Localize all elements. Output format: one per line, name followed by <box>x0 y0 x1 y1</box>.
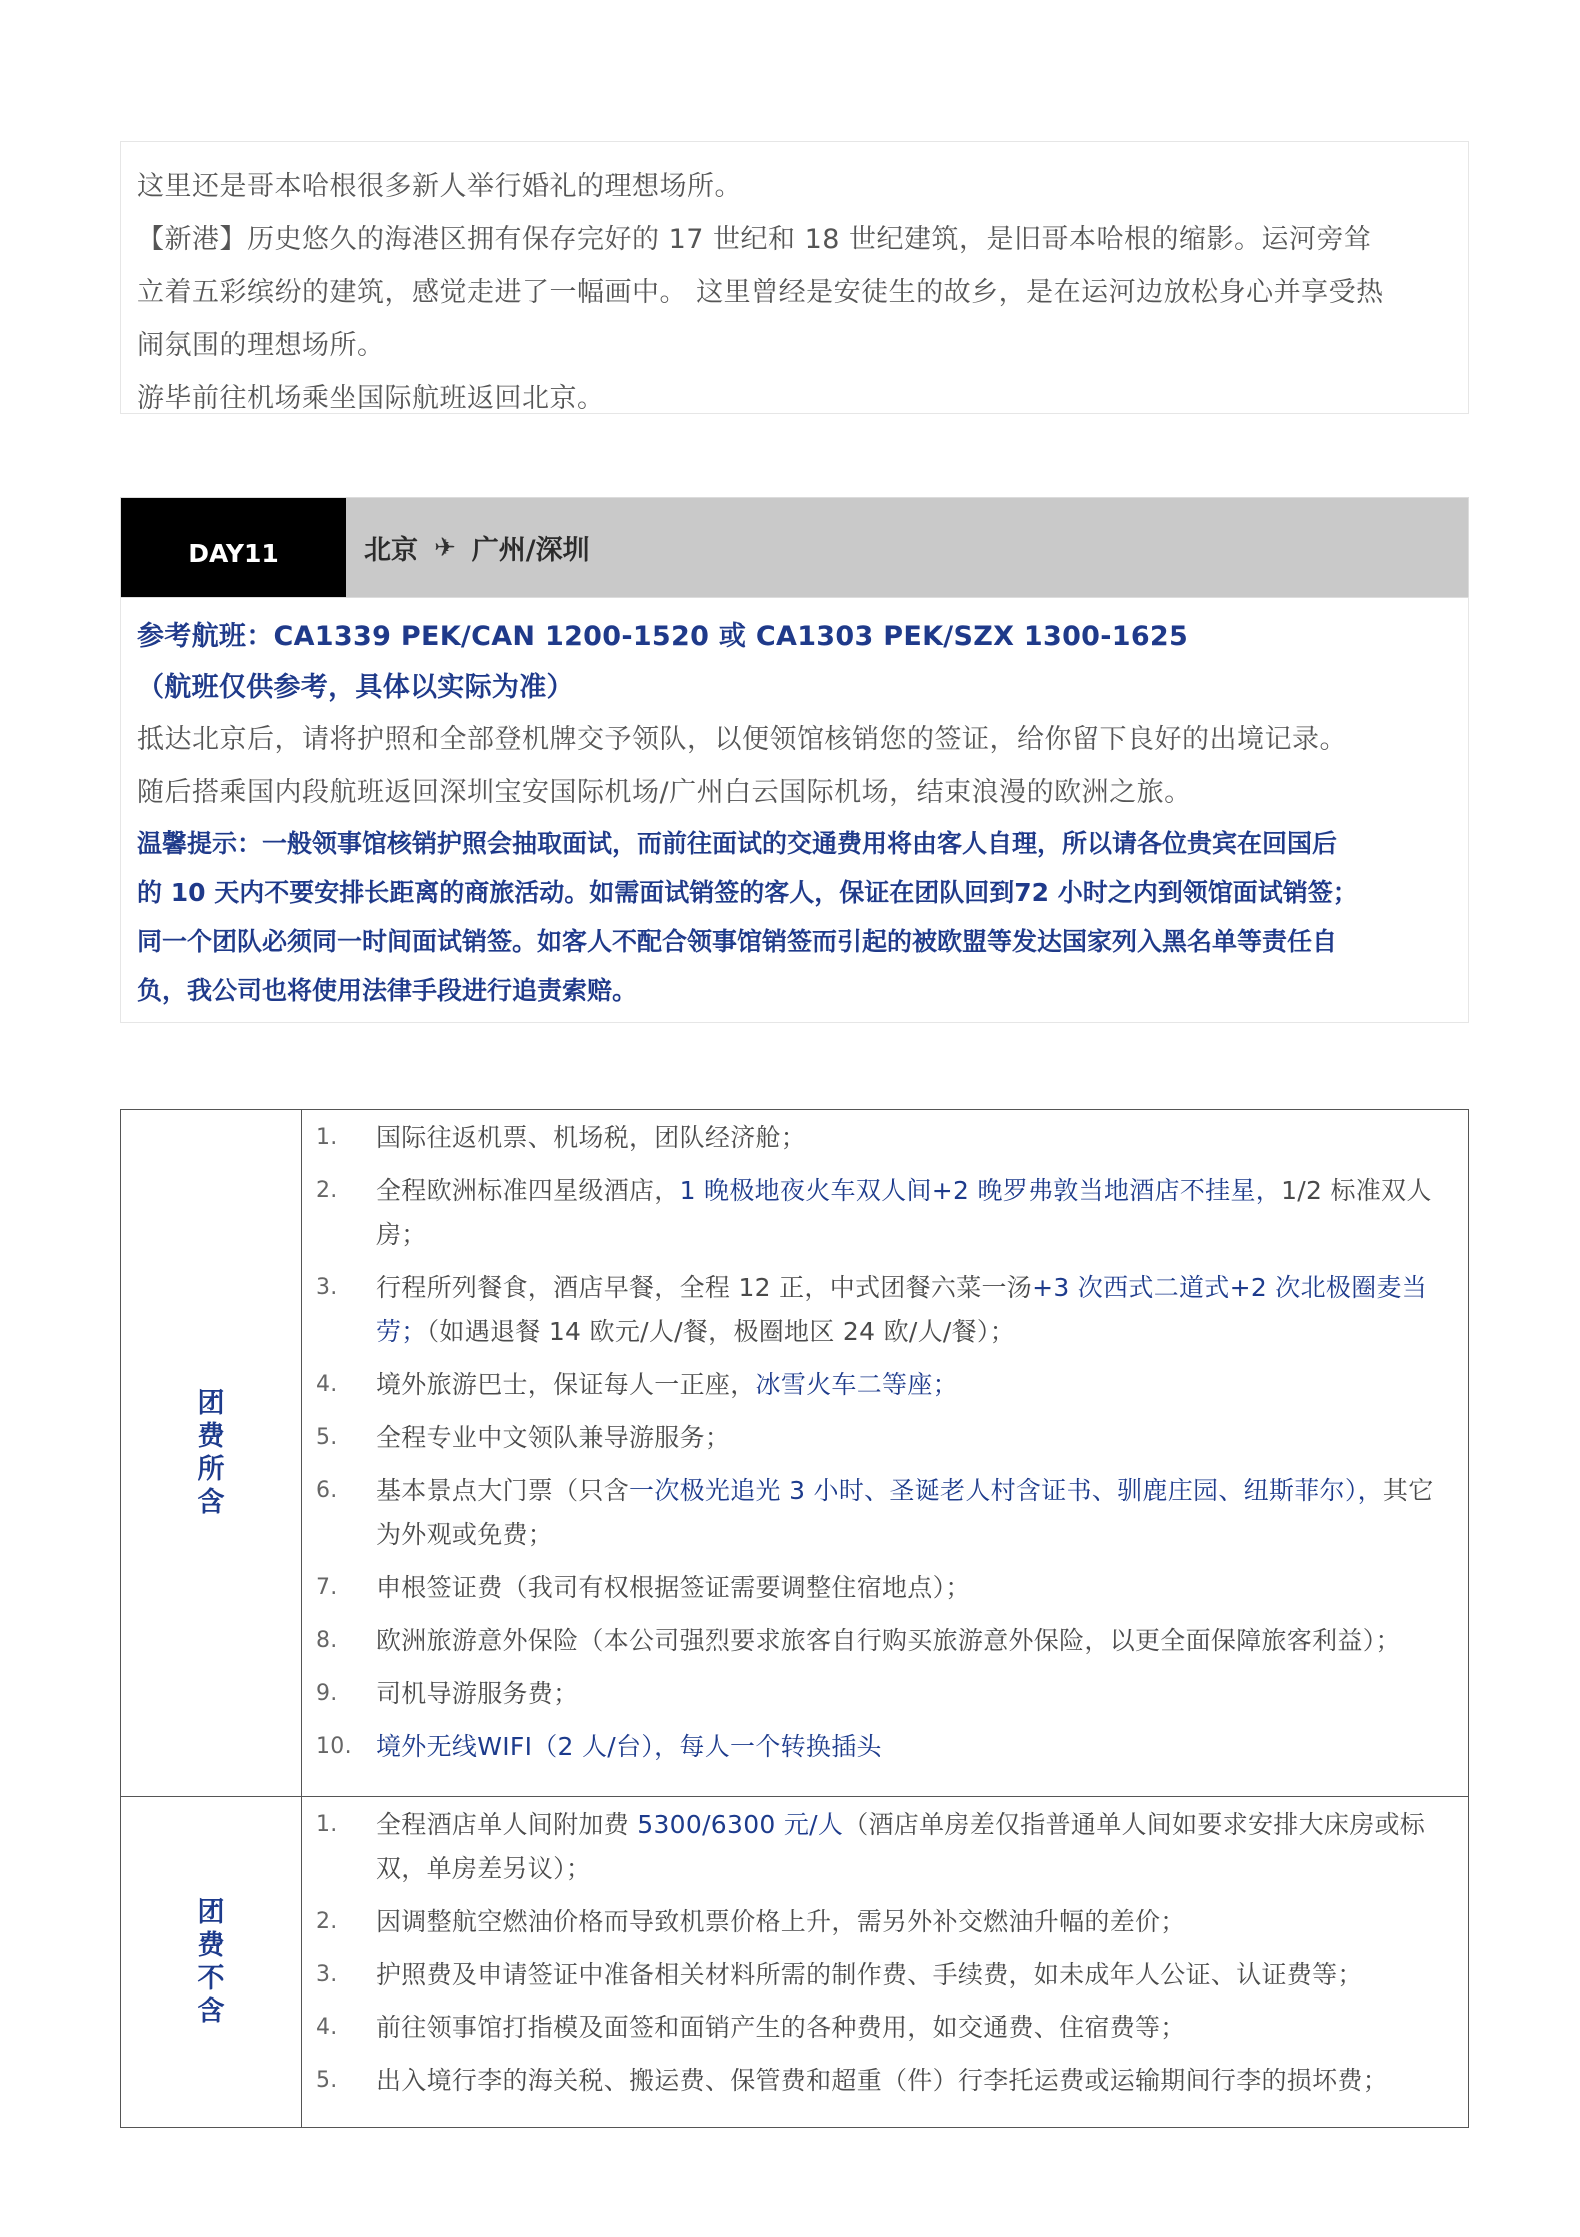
route-from: 北京 <box>364 535 418 566</box>
day-header <box>120 497 1469 598</box>
day-label: DAY11 <box>121 498 346 597</box>
included-label-cell <box>121 1110 302 1797</box>
list-item: 1. 国际往返机票、机场税，团队经济舱； <box>316 1123 807 1152</box>
included-list-cell <box>302 1110 1469 1797</box>
list-item: 10. 境外无线WIFI（2 人/台），每人一个转换插头 <box>316 1732 882 1761</box>
list-item: 4. 前往领事馆打指模及面签和面销产生的各种费用，如交通费、住宿费等； <box>316 2013 1186 2042</box>
excluded-list-cell <box>302 1797 1469 2128</box>
day-desc: 随后搭乘国内段航班返回深圳宝安国际机场/广州白云国际机场，结束浪漫的欧洲之旅。 <box>137 777 1192 808</box>
flight-note: （航班仅供参考，具体以实际为准） <box>137 672 574 703</box>
tip-line: 温馨提示：一般领事馆核销护照会抽取面试，而前往面试的交通费用将由客人自理，所以请各位贵宾在回国后 <box>137 829 1338 858</box>
excluded-label-cell <box>121 1797 302 2128</box>
excluded-label: 团费不含 <box>197 1897 225 2027</box>
list-item: 8. 欧洲旅游意外保险（本公司强烈要求旅客自行购买旅游意外保险，以更全面保障旅客利益）； <box>316 1626 1401 1655</box>
intro-line: 立着五彩缤纷的建筑，感觉走进了一幅画中。 这里曾经是安徒生的故乡，是在运河边放松身心并享受热 <box>137 277 1384 308</box>
list-item: 4. 境外旅游巴士，保证每人一正座，冰雪火车二等座； <box>316 1370 958 1399</box>
flight-info: 参考航班：CA1339 PEK/CAN 1200-1520 或 CA1303 PEK/SZX 1300-1625 <box>137 621 1189 652</box>
intro-line: 【新港】历史悠久的海港区拥有保存完好的 17 世纪和 18 世纪建筑，是旧哥本哈根的缩影。运河旁耸 <box>137 224 1372 255</box>
fees-table <box>120 1109 1469 2128</box>
list-item: 7. 申根签证费（我司有权根据签证需要调整住宿地点）； <box>316 1573 971 1602</box>
excluded-row <box>121 1797 1469 2128</box>
airplane-icon: ✈ <box>434 532 456 563</box>
intro-line: 这里还是哥本哈根很多新人举行婚礼的理想场所。 <box>137 171 742 202</box>
included-row <box>121 1110 1469 1797</box>
list-item: 6. 基本景点大门票（只含一次极光追光 3 小时、圣诞老人村含证书、驯鹿庄园、纽斯菲尔），其它为外观或免费； <box>316 1476 1434 1549</box>
list-item: 2. 全程欧洲标准四星级酒店，1 晚极地夜火车双人间+2 晚罗弗敦当地酒店不挂星，1/2 标准双人房； <box>316 1176 1432 1249</box>
included-list <box>302 1110 1468 1769</box>
list-item: 5. 出入境行李的海关税、搬运费、保管费和超重（件）行李托运费或运输期间行李的损坏费； <box>316 2066 1389 2095</box>
included-label: 团费所含 <box>197 1388 225 1518</box>
list-item: 5. 全程专业中文领队兼导游服务； <box>316 1423 731 1452</box>
list-item: 2. 因调整航空燃油价格而导致机票价格上升，需另外补交燃油升幅的差价； <box>316 1907 1186 1936</box>
route-to: 广州/深圳 <box>471 535 590 566</box>
day-details <box>120 597 1469 1023</box>
day-route <box>346 498 1468 597</box>
intro-line: 闹氛围的理想场所。 <box>137 330 385 361</box>
excluded-list <box>302 1797 1468 2103</box>
list-item: 3. 护照费及申请签证中准备相关材料所需的制作费、手续费，如未成年人公证、认证费等； <box>316 1960 1363 1989</box>
list-item: 9. 司机导游服务费； <box>316 1679 579 1708</box>
day-desc: 抵达北京后，请将护照和全部登机牌交予领队，以便领馆核销您的签证，给你留下良好的出境记录。 <box>137 724 1347 755</box>
list-item: 3. 行程所列餐食，酒店早餐，全程 12 正，中式团餐六菜一汤+3 次西式二道式+2 次北极圈麦当劳；（如遇退餐 14 欧元/人/餐，极圈地区 24 欧/人/餐）； <box>316 1273 1428 1346</box>
tip-line: 负，我公司也将使用法律手段进行追责索赔。 <box>137 976 638 1005</box>
tip-line: 同一个团队必须同一时间面试销签。如客人不配合领事馆销签而引起的被欧盟等发达国家列入黑名单等责任自 <box>137 927 1338 956</box>
intro-line: 游毕前往机场乘坐国际航班返回北京。 <box>137 383 605 414</box>
tip-line: 的 10 天内不要安排长距离的商旅活动。如需面试销签的客人，保证在团队回到72 小时之内到领馆面试销签； <box>137 878 1358 907</box>
intro-box <box>120 141 1469 414</box>
list-item: 1. 全程酒店单人间附加费 5300/6300 元/人（酒店单房差仅指普通单人间如要求安排大床房或标双，单房差另议）； <box>316 1810 1426 1883</box>
